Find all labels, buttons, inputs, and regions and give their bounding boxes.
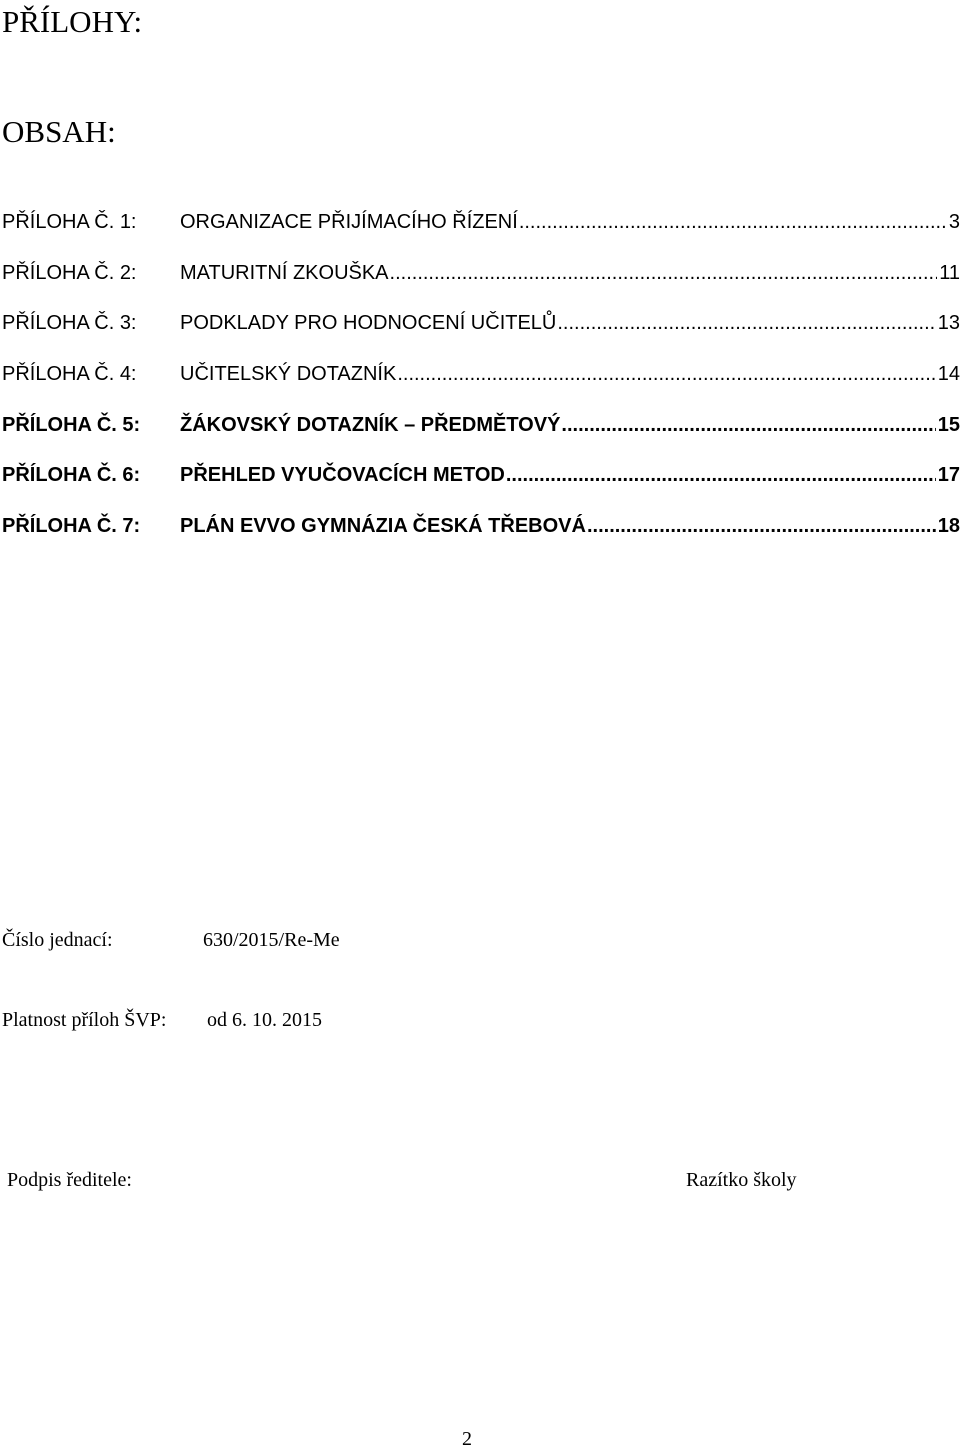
toc-entry-title: PLÁN EVVO GYMNÁZIA ČESKÁ TŘEBOVÁ	[180, 515, 586, 538]
toc-entry-page: 17	[937, 464, 960, 487]
toc-leader-dots	[561, 409, 935, 442]
toc-entry-page: 13	[937, 312, 960, 335]
toc-entry-page: 15	[937, 413, 960, 436]
toc-entry-4[interactable]	[2, 358, 960, 391]
toc-leader-dots	[506, 459, 936, 492]
toc-entry-title: PODKLADY PRO HODNOCENÍ UČITELŮ	[180, 312, 557, 335]
school-stamp-label: Razítko školy	[686, 1169, 797, 1191]
toc-entry-number: PŘÍLOHA Č. 7:	[2, 515, 141, 538]
toc-entry-title: UČITELSKÝ DOTAZNÍK	[180, 363, 397, 386]
toc-leader-dots	[557, 307, 935, 340]
toc-entry-number: PŘÍLOHA Č. 5:	[2, 413, 141, 436]
page-title: PŘÍLOHY:	[2, 4, 143, 39]
toc-leader-dots	[519, 206, 947, 239]
toc-entry-page: 3	[948, 211, 960, 233]
toc-leader-dots	[397, 358, 935, 391]
toc-entry-2[interactable]	[2, 257, 960, 290]
toc-entry-title: ORGANIZACE PŘIJÍMACÍHO ŘÍZENÍ	[180, 211, 518, 233]
toc-entry-number: PŘÍLOHA Č. 1:	[2, 211, 137, 233]
reference-number-label: Číslo jednací:	[2, 929, 113, 951]
validity-value: od 6. 10. 2015	[207, 1009, 322, 1031]
toc-entry-page: 14	[937, 363, 960, 386]
toc-entry-title: PŘEHLED VYUČOVACÍCH METOD	[180, 464, 505, 487]
toc-entry-number: PŘÍLOHA Č. 4:	[2, 363, 137, 386]
toc-entry-title: MATURITNÍ ZKOUŠKA	[180, 261, 389, 284]
toc-entry-7[interactable]	[2, 510, 960, 543]
toc-entry-page: 18	[937, 515, 960, 538]
toc-entry-number: PŘÍLOHA Č. 2:	[2, 261, 137, 284]
toc-entry-3[interactable]	[2, 307, 960, 340]
toc-entry-5[interactable]	[2, 409, 960, 442]
toc-entry-number: PŘÍLOHA Č. 6:	[2, 464, 141, 487]
table-of-contents	[2, 206, 960, 561]
contents-heading: OBSAH:	[2, 114, 116, 149]
toc-leader-dots	[587, 510, 936, 543]
page-number: 2	[462, 1428, 472, 1450]
signature-label: Podpis ředitele:	[7, 1169, 132, 1191]
validity-label: Platnost příloh ŠVP:	[2, 1009, 167, 1031]
toc-leader-dots	[390, 257, 938, 290]
toc-entry-1[interactable]	[2, 206, 960, 239]
toc-entry-6[interactable]	[2, 459, 960, 492]
toc-entry-page: 11	[939, 261, 960, 284]
reference-number-value: 630/2015/Re-Me	[203, 929, 340, 951]
toc-entry-number: PŘÍLOHA Č. 3:	[2, 312, 137, 335]
toc-entry-title: ŽÁKOVSKÝ DOTAZNÍK – PŘEDMĚTOVÝ	[180, 413, 561, 436]
